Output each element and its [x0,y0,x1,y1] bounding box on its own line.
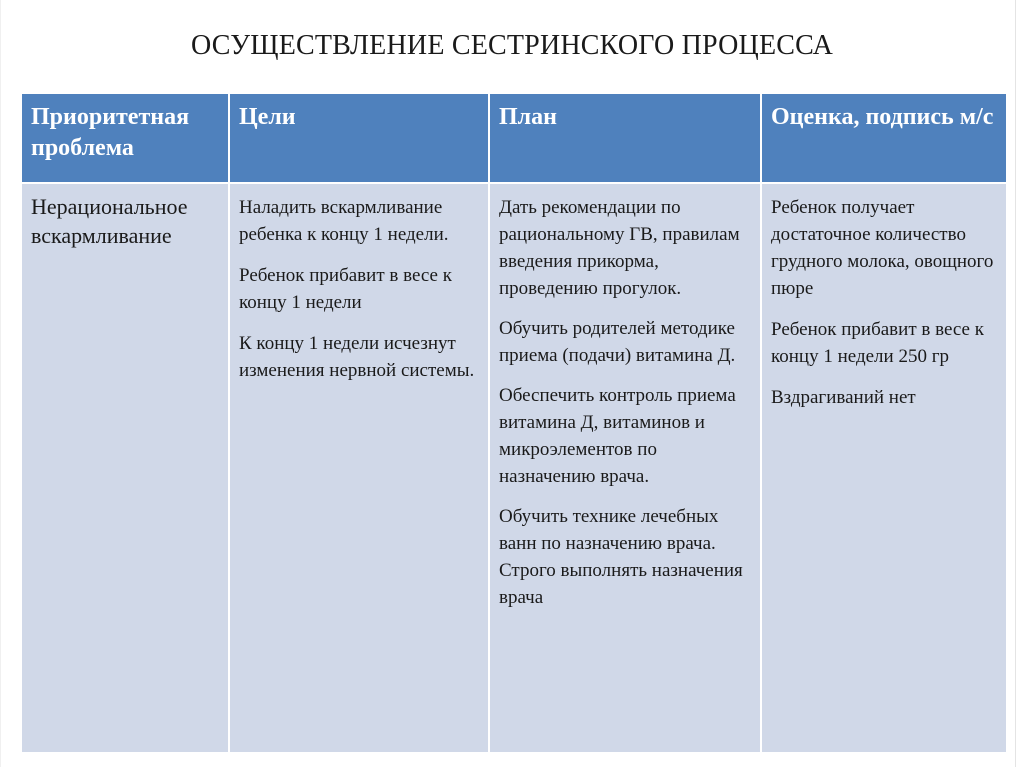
plan-item: Обучить родителей методике приема (подачи) витамина Д. [499,318,736,366]
table-row [21,183,1007,753]
slide-right-edge [1015,0,1016,767]
header-goals: Цели [229,93,489,183]
slide-title: ОСУЩЕСТВЛЕНИЕ СЕСТРИНСКОГО ПРОЦЕССА [190,30,834,61]
header-evaluation: Оценка, подпись м/с [761,93,1007,183]
cell-problem: Нерациональное вскармливание [21,183,229,753]
cell-evaluation [761,183,1007,753]
evaluation-item: Ребенок прибавит в весе к концу 1 недели 250 гр [771,319,984,367]
cell-goals [229,183,489,753]
header-problem: Приоритетная проблема [21,93,229,183]
goal-item: К концу 1 недели исчезнут изменения нервной системы. [239,333,475,381]
cell-plan [489,183,761,753]
plan-item: Обеспечить контроль приема витамина Д, витаминов и микроэлементов по назначению врача. [499,385,736,487]
plan-item: Обучить технике лечебных ванн по назначению врача. Строго выполнять назначения врача [499,506,743,608]
plan-item: Дать рекомендации по рациональному ГВ, правилам введения прикорма, проведению прогулок. [499,197,740,299]
slide-left-edge [0,0,1,767]
evaluation-item: Вздрагиваний нет [771,387,916,408]
header-plan: План [489,93,761,183]
goal-item: Наладить вскармливание ребенка к концу 1 недели. [239,197,449,245]
goal-item: Ребенок прибавит в весе к концу 1 недели [239,265,452,313]
table-header-row [21,93,1007,183]
evaluation-item: Ребенок получает достаточное количество грудного молока, овощного пюре [771,197,994,299]
nursing-process-table [20,92,1008,754]
